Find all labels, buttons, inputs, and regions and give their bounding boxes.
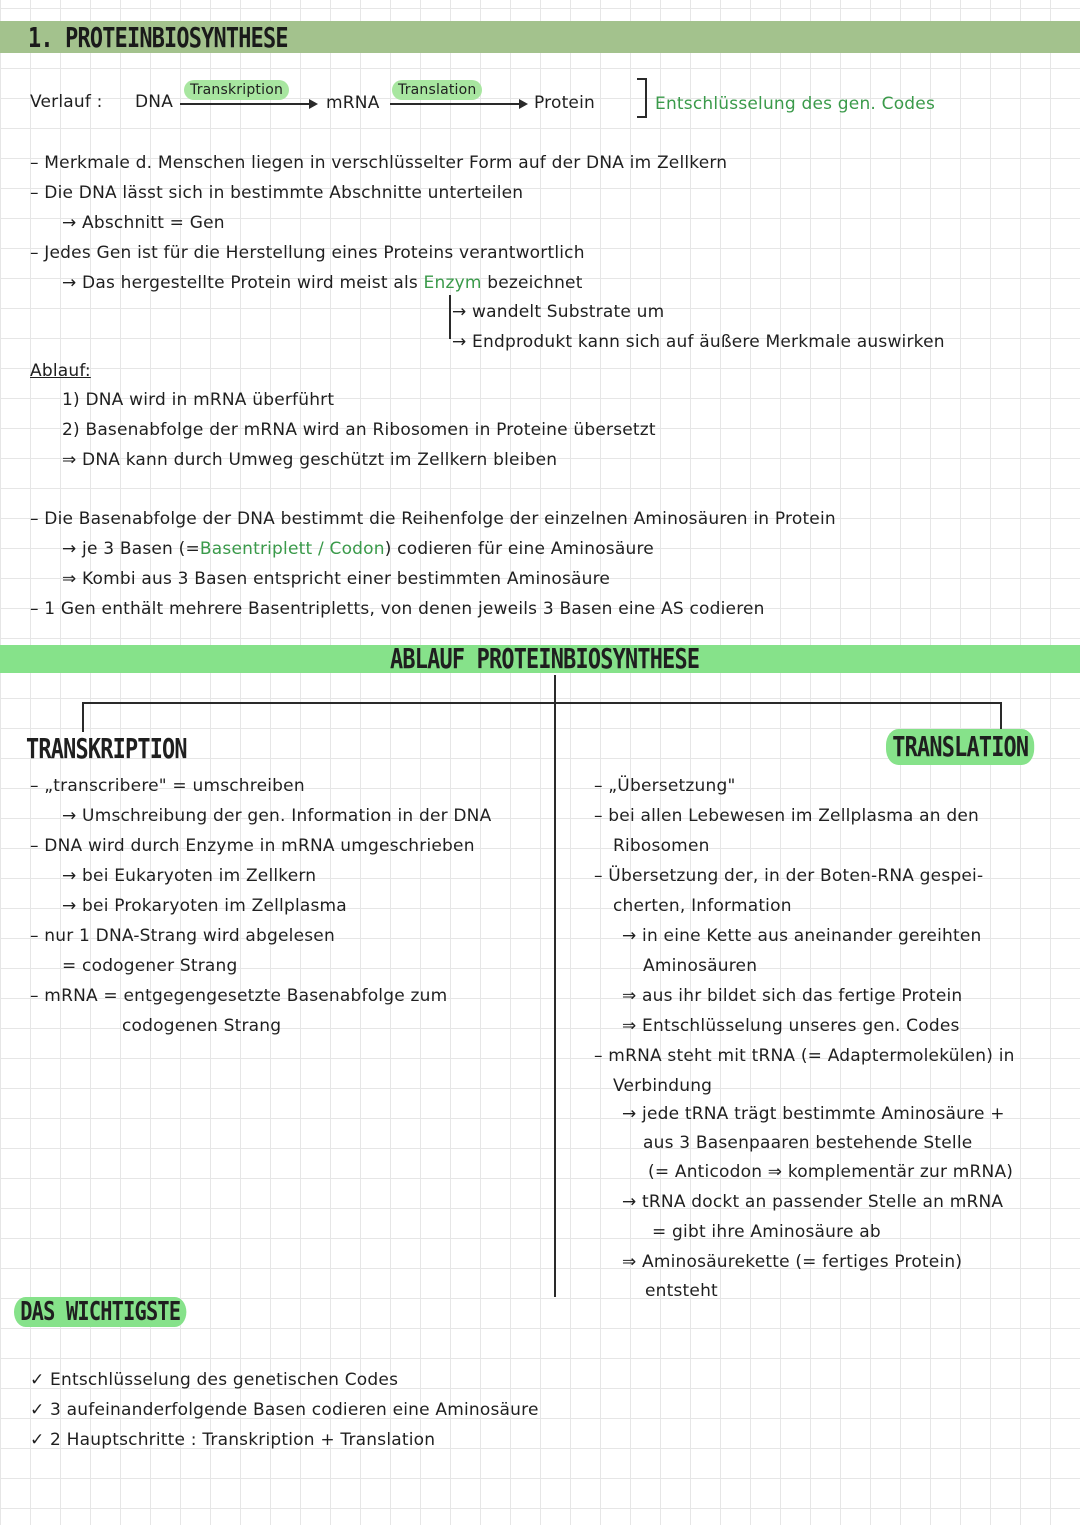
basen-line-2-start: → je 3 Basen (= xyxy=(62,539,200,559)
basen-line-1: – Die Basenabfolge der DNA bestimmt die Reihenfolge der einzelnen Aminosäuren in Protein xyxy=(30,509,836,529)
translation-line: – Übersetzung der, in der Boten-RNA gespei- xyxy=(594,866,984,886)
basen-line-4: – 1 Gen enthält mehrere Basentripletts, von denen jeweils 3 Basen eine AS codieren xyxy=(30,599,765,619)
translation-line: aus 3 Basenpaaren bestehende Stelle xyxy=(643,1133,973,1153)
translation-line: – bei allen Lebewesen im Zellplasma an den xyxy=(594,806,979,826)
transkription-line: – „transcribere" = umschreiben xyxy=(30,776,305,796)
ablauf-line-3: ⇒ DNA kann durch Umweg geschützt im Zellkern bleiben xyxy=(62,450,558,470)
arrow-label-translation: Translation xyxy=(392,80,482,100)
ablauf-line-1: 1) DNA wird in mRNA überführt xyxy=(62,390,335,410)
intro-line-6: → wandelt Substrate um xyxy=(452,302,665,322)
verlauf-protein: Protein xyxy=(534,93,595,113)
translation-line: ⇒ aus ihr bildet sich das fertige Protein xyxy=(622,986,963,1006)
wichtigste-item: ✓ Entschlüsselung des genetischen Codes xyxy=(30,1370,399,1390)
intro-line-2: – Die DNA lässt sich in bestimmte Abschnitte unterteilen xyxy=(30,183,524,203)
transkription-line: codogenen Strang xyxy=(122,1016,282,1036)
translation-heading: TRANSLATION xyxy=(886,729,1035,765)
verlauf-note: Entschlüsselung des gen. Codes xyxy=(655,94,936,114)
bracket-icon xyxy=(637,78,647,118)
section-title: ABLAUF PROTEINBIOSYNTHESE xyxy=(390,642,700,675)
arrow-translation-line xyxy=(390,103,520,105)
basen-line-2-end: ) codieren für eine Aminosäure xyxy=(384,539,654,559)
translation-line: ⇒ Entschlüsselung unseres gen. Codes xyxy=(622,1016,960,1036)
translation-line: – mRNA steht mit tRNA (= Adaptermolekülen) in xyxy=(594,1046,1015,1066)
intro-line-7: → Endprodukt kann sich auf äußere Merkmale auswirken xyxy=(452,332,945,352)
intro-line-4: – Jedes Gen ist für die Herstellung eines Proteins verantwortlich xyxy=(30,243,585,263)
translation-line: → tRNA dockt an passender Stelle an mRNA xyxy=(622,1192,1004,1212)
tree-right-branch xyxy=(1000,702,1002,732)
translation-line: (= Anticodon ⇒ komplementär zur mRNA) xyxy=(648,1162,1014,1182)
transkription-line: – nur 1 DNA-Strang wird abgelesen xyxy=(30,926,335,946)
transkription-line: – DNA wird durch Enzyme in mRNA umgeschrieben xyxy=(30,836,475,856)
translation-line: = gibt ihre Aminosäure ab xyxy=(652,1222,881,1242)
center-divider xyxy=(554,675,556,1297)
intro-line-5-start: → Das hergestellte Protein wird meist als xyxy=(62,273,418,293)
translation-line: Ribosomen xyxy=(613,836,710,856)
basen-line-3: ⇒ Kombi aus 3 Basen entspricht einer bestimmten Aminosäure xyxy=(62,569,611,589)
wichtigste-item: ✓ 2 Hauptschritte : Transkription + Translation xyxy=(30,1430,436,1450)
transkription-line: → Umschreibung der gen. Information in der DNA xyxy=(62,806,492,826)
wichtigste-item: ✓ 3 aufeinanderfolgende Basen codieren eine Aminosäure xyxy=(30,1400,539,1420)
enzym-term: Enzym xyxy=(423,273,482,293)
transkription-line: = codogener Strang xyxy=(62,956,238,976)
ablauf-label: Ablauf: xyxy=(30,361,91,381)
transkription-line: → bei Prokaryoten im Zellplasma xyxy=(62,896,347,916)
verlauf-mrna: mRNA xyxy=(326,93,380,113)
ablauf-line-2: 2) Basenabfolge der mRNA wird an Ribosomen in Proteine übersetzt xyxy=(62,420,656,440)
intro-line-1: – Merkmale d. Menschen liegen in verschlüsselter Form auf der DNA im Zellkern xyxy=(30,153,728,173)
translation-line: cherten, Information xyxy=(613,896,792,916)
basen-line-2 xyxy=(62,539,654,559)
translation-line: → in eine Kette aus aneinander gereihten xyxy=(622,926,982,946)
transkription-line: – mRNA = entgegengesetzte Basenabfolge zum xyxy=(30,986,448,1006)
arrow-transkription-line xyxy=(180,103,310,105)
translation-line: Aminosäuren xyxy=(643,956,758,976)
translation-line: Verbindung xyxy=(613,1076,713,1096)
translation-line: ⇒ Aminosäurekette (= fertiges Protein) xyxy=(622,1252,963,1272)
wichtigste-heading: DAS WICHTIGSTE xyxy=(14,1297,187,1327)
intro-line-5-end: bezeichnet xyxy=(487,273,583,293)
transkription-heading: TRANSKRIPTION xyxy=(26,732,187,765)
translation-line: → jede tRNA trägt bestimmte Aminosäure + xyxy=(622,1104,1005,1124)
codon-term: Basentriplett / Codon xyxy=(199,539,385,559)
arrow-right-icon xyxy=(309,99,318,109)
tree-horizontal xyxy=(82,702,1002,704)
branch-line xyxy=(449,295,451,339)
intro-line-3: → Abschnitt = Gen xyxy=(62,213,225,233)
verlauf-dna: DNA xyxy=(135,92,174,112)
arrow-label-transkription: Transkription xyxy=(184,80,289,100)
verlauf-label: Verlauf : xyxy=(30,92,103,112)
tree-left-branch xyxy=(82,702,84,732)
translation-line: entsteht xyxy=(645,1281,718,1301)
translation-line: – „Übersetzung" xyxy=(594,776,736,796)
intro-line-5 xyxy=(62,273,583,293)
arrow-right-icon xyxy=(519,99,528,109)
transkription-line: → bei Eukaryoten im Zellkern xyxy=(62,866,317,886)
page-title: 1. PROTEINBIOSYNTHESE xyxy=(28,21,288,54)
